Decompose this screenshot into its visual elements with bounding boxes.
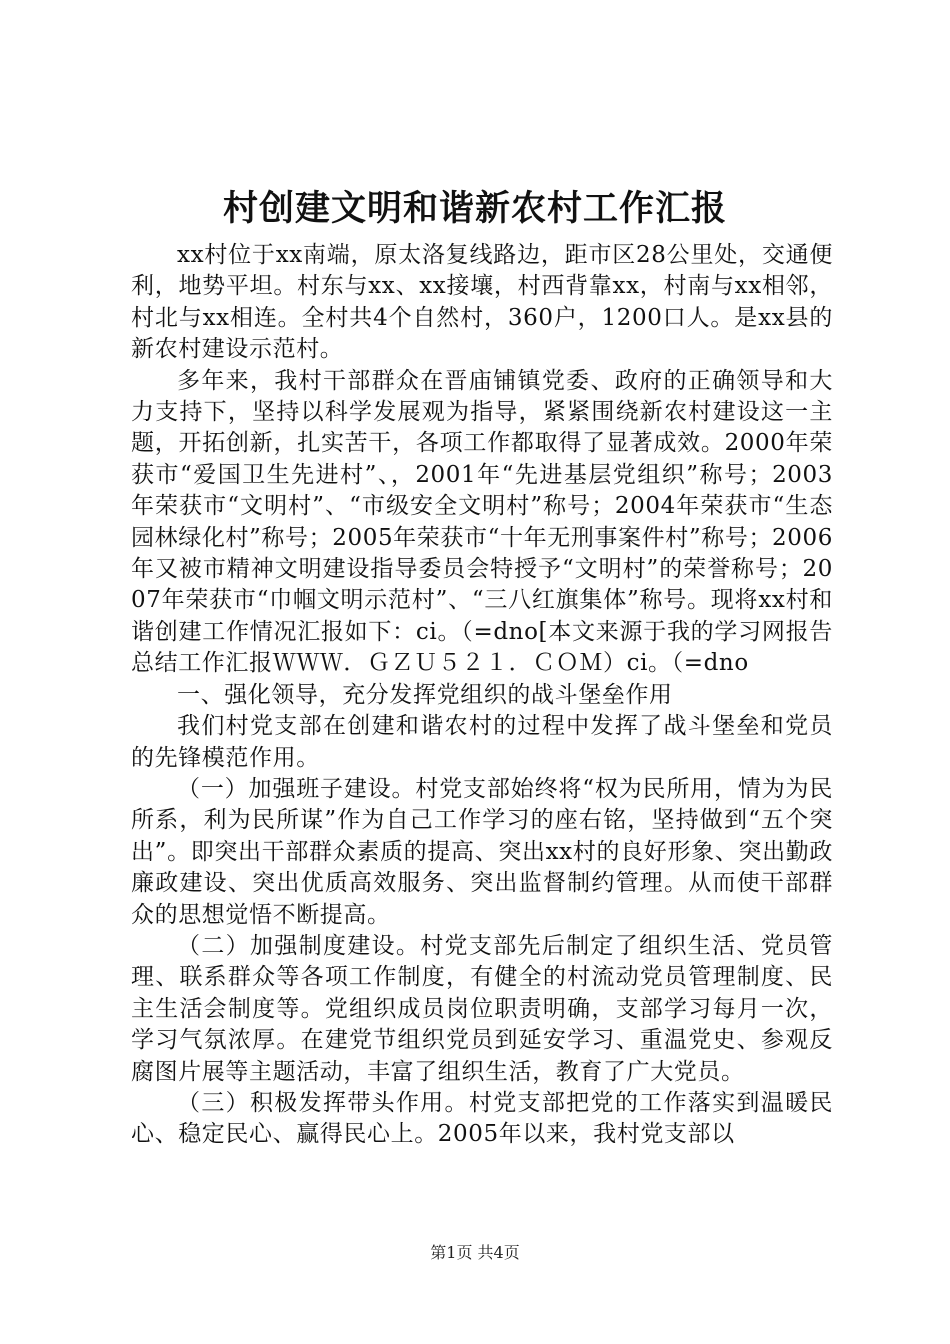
- document-title: 村创建文明和谐新农村工作汇报: [222, 188, 727, 229]
- page-number-footer: 第1页 共4页: [430, 1243, 520, 1262]
- paragraph-leading-role: （三）积极发挥带头作用。村党支部把党的工作落实到温暖民心、稳定民心、赢得民心上。2005年以来，我村党支部以: [131, 1089, 833, 1148]
- paragraph-system-building: （二）加强制度建设。村党支部先后制定了组织生活、党员管理、联系群众等各项工作制度，有健全的村流动党员管理制度、民主生活会制度等。党组织成员岗位职责明确，支部学习每月一次，学习气氛浓厚。在建党节组织党员到延安学习、重温党史、参观反腐图片展等主题活动，丰富了组织生活，教育了广大党员。: [131, 932, 833, 1085]
- section-heading-leadership: 一、强化领导，充分发挥党组织的战斗堡垒作用: [177, 681, 673, 708]
- paragraph-intro: xx村位于xx南端，原太洛复线路边，距市区28公里处，交通便利，地势平坦。村东与xx、xx接壤，村西背靠xx，村南与xx相邻，村北与xx相连。全村共4个自然村，360户，1200口人。是xx县的新农村建设示范村。: [131, 242, 833, 363]
- paragraph-party-branch: 我们村党支部在创建和谐农村的过程中发挥了战斗堡垒和党员的先锋模范作用。: [131, 713, 833, 771]
- paragraph-team-building: （一）加强班子建设。村党支部始终将“权为民所用，情为为民所系，利为民所谋”作为自己工作学习的座右铭，坚持做到“五个突出”。即突出干部群众素质的提高、突出xx村的良好形象、突出勤政廉政建设、突出优质高效服务、突出监督制约管理。从而使干部群众的思想觉悟不断提高。: [131, 775, 833, 928]
- paragraph-achievements: 多年来，我村干部群众在晋庙铺镇党委、政府的正确领导和大力支持下，坚持以科学发展观为指导，紧紧围绕新农村建设这一主题，开拓创新，扎实苦干，各项工作都取得了显著成效。2000年荣获市“爱国卫生先进村”、，2001年“先进基层党组织”称号；2003年荣获市“文明村”、“市级安全文明村”称号；2004年荣获市“生态园林绿化村”称号；2005年荣获市“十年无刑事案件村”称号；2006年又被市精神文明建设指导委员会特授予“文明村”的荣誉称号；2007年荣获市“巾帼文明示范村”、“三八红旗集体”称号。现将xx村和谐创建工作情况汇报如下：ci。（=dno[本文来源于我的学习网报告总结工作汇报ＷＷＷ．ＧＺＵ５２１．ＣＯＭ）ci。（=dno: [131, 367, 833, 677]
- document-body: [131, 240, 833, 1151]
